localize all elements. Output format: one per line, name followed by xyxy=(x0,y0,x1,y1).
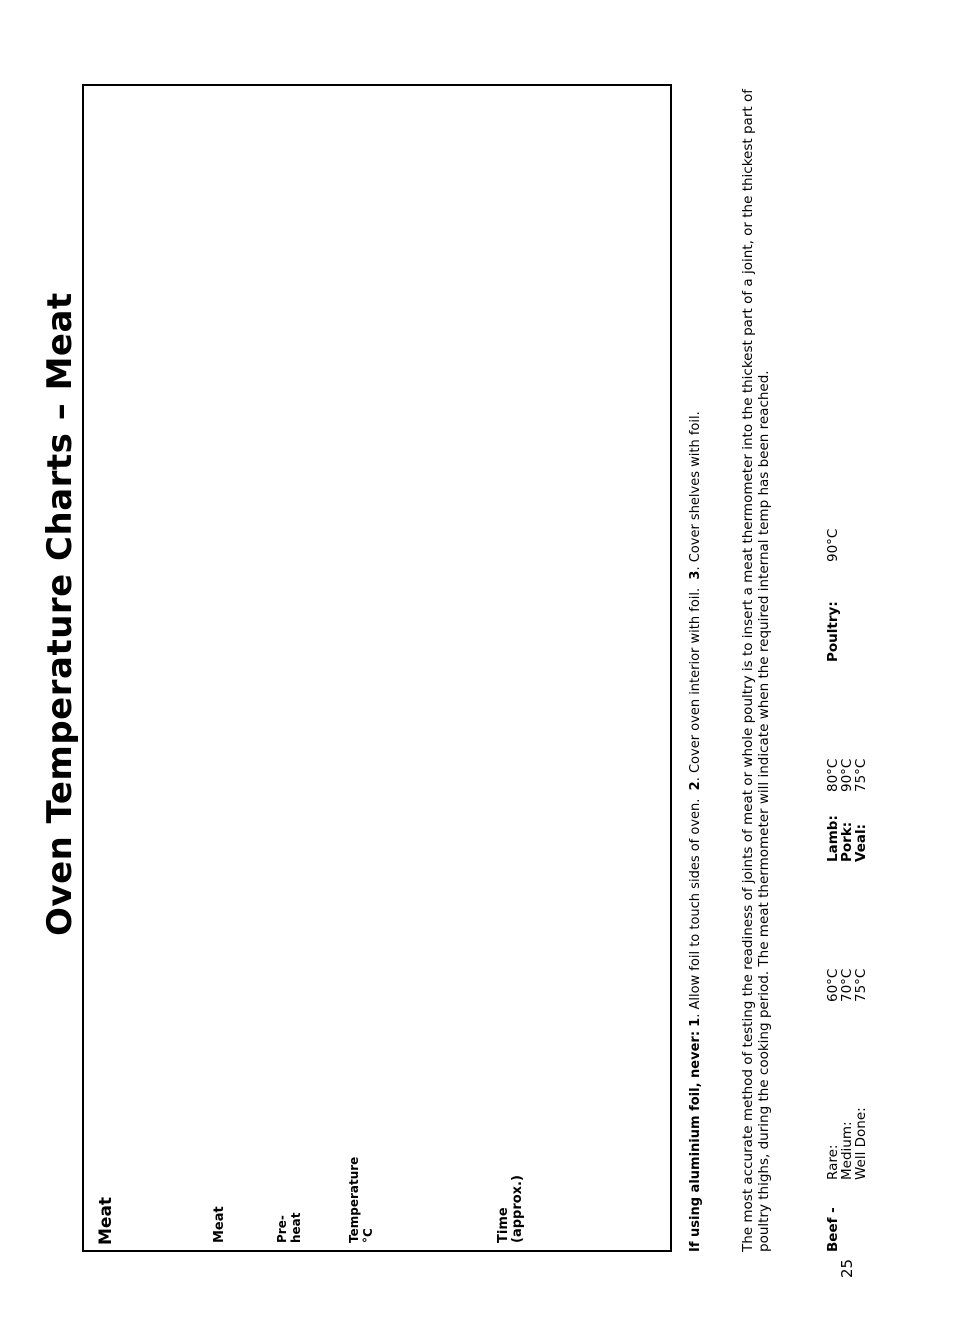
foil-note-t1: . Allow foil to touch sides of oven. xyxy=(688,798,703,1018)
spacer xyxy=(128,1240,132,1250)
veal-value: 75°C xyxy=(853,758,869,792)
lamb-label: Lamb: xyxy=(825,815,841,862)
group-meat: Meat xyxy=(96,1196,116,1245)
foil-note xyxy=(688,411,703,1252)
medium-label: Medium: xyxy=(839,1121,855,1180)
header-meat: Meat xyxy=(212,1206,227,1243)
foil-note-lead: If using aluminium foil, never: xyxy=(688,1030,703,1252)
page-number: 25 xyxy=(838,1258,856,1278)
thermometer-paragraph: The most accurate method of testing the readiness of joints of meat or whole poultry is to insert a meat thermometer into the thickest part of a joint, or the thickest part of poultry thighs, during the cooking period. The meat thermometer will indicate when the required internal temp has been reached. xyxy=(740,89,772,1252)
welldone-value: 75°C xyxy=(853,968,869,1002)
poultry-label: Poultry: xyxy=(825,601,841,662)
header-preheat: Pre-heat xyxy=(275,1212,303,1243)
oven-temperature-table xyxy=(82,84,672,1252)
foil-note-n1: 1 xyxy=(688,1017,703,1027)
beef-label: Beef - xyxy=(825,1207,841,1252)
header-temperature: Temperature °C xyxy=(347,1156,375,1243)
rare-label: Rare: xyxy=(825,1144,841,1180)
pork-value: 90°C xyxy=(839,758,855,792)
foil-note-t3: . Cover shelves with foil. xyxy=(688,411,703,571)
page-title: Oven Temperature Charts – Meat xyxy=(40,292,80,936)
rare-value: 60°C xyxy=(825,968,841,1002)
foil-note-n2: 2 xyxy=(688,781,703,791)
veal-label: Veal: xyxy=(853,823,869,862)
poultry-value: 90°C xyxy=(825,528,841,562)
foil-note-t2: . Cover oven interior with foil. xyxy=(688,587,703,782)
pork-label: Pork: xyxy=(839,821,855,862)
medium-value: 70°C xyxy=(839,968,855,1002)
header-time: Time (approx.) xyxy=(496,1175,525,1243)
lamb-value: 80°C xyxy=(825,758,841,792)
foil-note-n3: 3 xyxy=(688,570,703,580)
welldone-label: Well Done: xyxy=(853,1107,869,1180)
